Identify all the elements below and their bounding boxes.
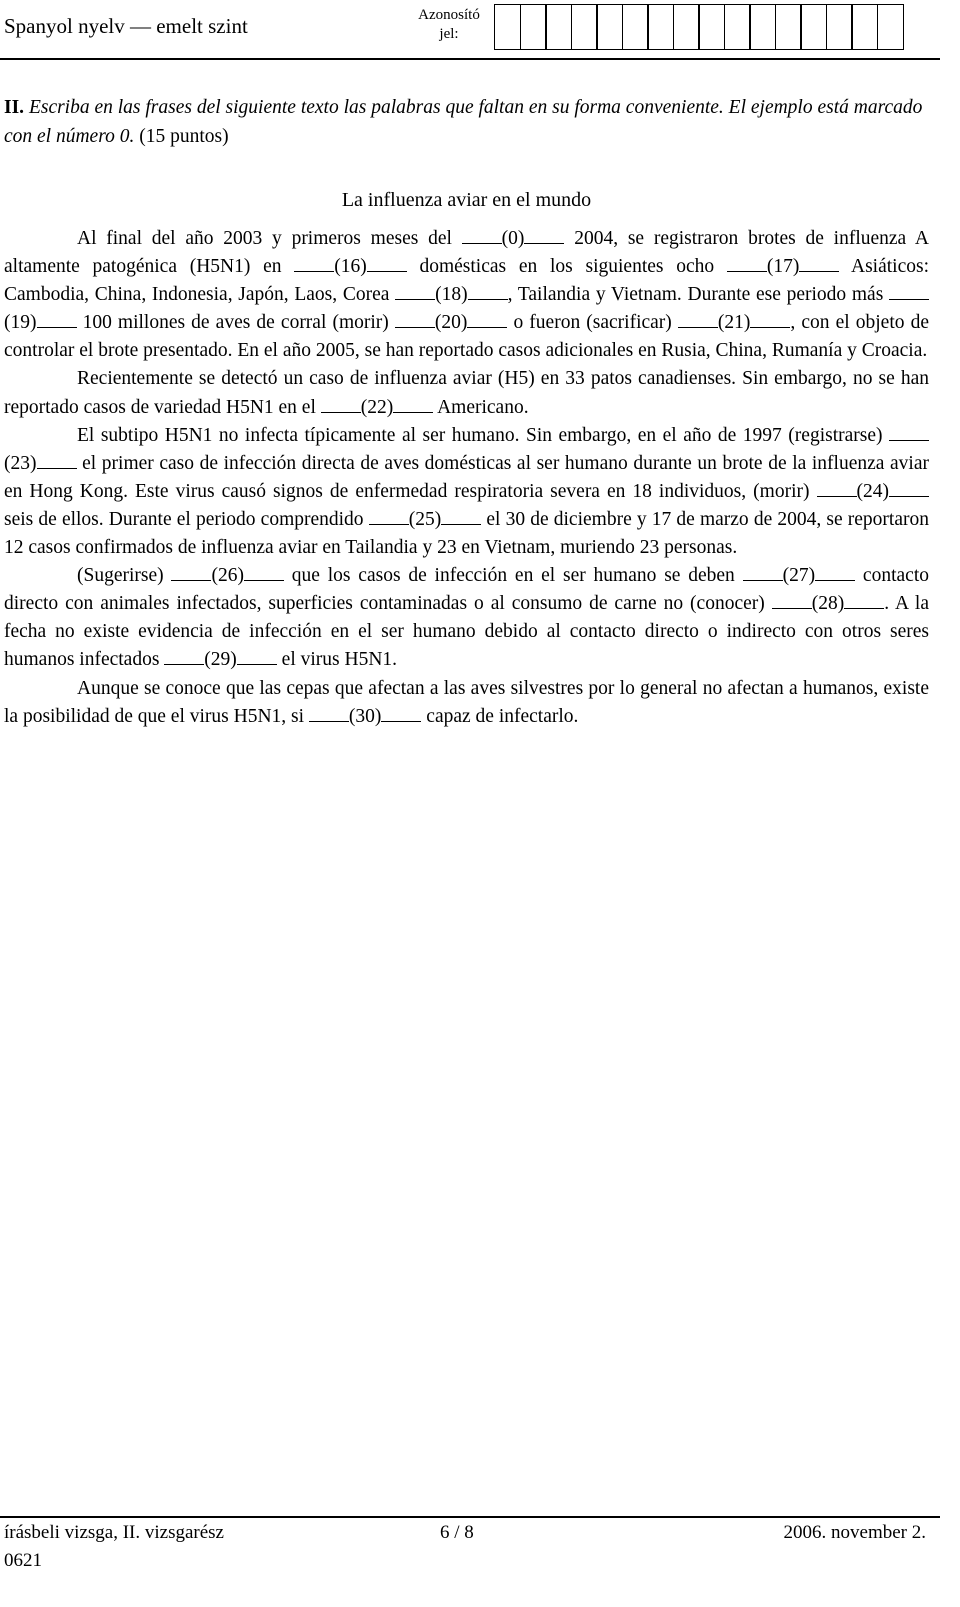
text-paragraph xyxy=(4,422,929,562)
gap-number: (21) xyxy=(717,312,751,334)
gap-blank[interactable] xyxy=(743,565,856,586)
exercise-content xyxy=(4,93,929,731)
id-box[interactable] xyxy=(494,4,521,50)
gap-blank[interactable] xyxy=(164,649,277,670)
page-header xyxy=(0,0,940,62)
header-title: Spanyol nyelv — emelt szint xyxy=(4,14,248,38)
gap-number: (29) xyxy=(204,649,237,671)
instruction-text: Escriba en las frases del siguiente texto las palabras que faltan en su forma conveniente. El ejemplo está marcado con el número 0. xyxy=(4,97,923,147)
text-segment: el 30 de diciembre y 17 de marzo de 2004, se reportaron 12 casos confirmados de influenza aviar en Tailandia y 23 en Vietnam, muriendo 23 personas. xyxy=(4,508,929,559)
id-box[interactable] xyxy=(724,4,751,50)
text-segment: o fueron (sacrificar) xyxy=(507,312,678,334)
gap-blank[interactable] xyxy=(321,397,434,418)
page-number: 6 / 8 xyxy=(440,1522,474,1543)
id-box[interactable] xyxy=(545,4,572,50)
text-segment: Recientemente se detectó un caso de influenza aviar (H5) en 33 patos canadienses. Sin embargo, no se han reportado casos de variedad H5N1 en el xyxy=(4,368,929,418)
text-segment: domésticas en los siguientes ocho xyxy=(406,256,727,278)
text-segment: Americano. xyxy=(433,396,529,418)
footer-exam: írásbeli vizsga, II. vizsgarész xyxy=(4,1522,224,1543)
footer-rule xyxy=(0,1516,940,1518)
text-segment: el virus H5N1. xyxy=(276,649,398,671)
gap-blank[interactable] xyxy=(294,256,407,277)
gap-blank[interactable] xyxy=(727,256,840,277)
text-segment: Al final del año 2003 y primeros meses del xyxy=(77,228,462,249)
gap-number: (16) xyxy=(334,256,367,278)
id-box[interactable] xyxy=(749,4,776,50)
text-segment: 100 millones de aves de corral (morir) xyxy=(76,312,395,334)
text-segment: El subtipo H5N1 no infecta típicamente al ser humano. Sin embargo, en el año de 1997 (registrarse) xyxy=(77,424,889,446)
header-rule xyxy=(0,58,940,60)
id-boxes xyxy=(494,4,902,50)
text-segment: contacto directo con animales infectados, superficies contaminadas o al consumo de carne no (conocer) xyxy=(4,565,929,615)
id-box[interactable] xyxy=(596,4,623,50)
gap-blank[interactable] xyxy=(772,593,885,614)
text-title: La influenza aviar en el mundo xyxy=(341,189,592,211)
id-box[interactable] xyxy=(877,4,904,50)
gap-number: (19) xyxy=(4,312,37,334)
id-box[interactable] xyxy=(851,4,878,50)
gap-number: (24) xyxy=(856,480,889,502)
text-paragraph xyxy=(4,225,929,365)
section-number: II. xyxy=(4,97,25,118)
gap-blank[interactable] xyxy=(395,312,508,333)
gap-blank[interactable] xyxy=(462,228,565,249)
text-body xyxy=(4,225,929,731)
points: (15 puntos) xyxy=(134,126,229,147)
instruction xyxy=(4,93,929,151)
gap-number: (20) xyxy=(434,312,468,334)
id-box[interactable] xyxy=(826,4,853,50)
gap-blank[interactable] xyxy=(678,312,791,333)
gap-blank[interactable] xyxy=(369,509,482,530)
id-box[interactable] xyxy=(520,4,547,50)
id-box[interactable] xyxy=(800,4,827,50)
gap-blank[interactable] xyxy=(171,565,284,586)
id-label: Azonosító jel: xyxy=(418,7,480,42)
gap-blank[interactable] xyxy=(309,706,422,727)
id-box[interactable] xyxy=(622,4,649,50)
gap-number: (23) xyxy=(4,452,37,474)
gap-number: (30) xyxy=(348,705,382,727)
gap-number: (26) xyxy=(211,565,244,587)
id-box[interactable] xyxy=(698,4,725,50)
text-paragraph xyxy=(4,365,929,421)
id-box[interactable] xyxy=(673,4,700,50)
id-box[interactable] xyxy=(775,4,802,50)
text-paragraph xyxy=(4,675,929,731)
text-segment: , con el objeto de controlar el brote presentado. En el año 2005, se han reportado casos adicionales en Rusia, China, Rumanía y Croacia. xyxy=(4,312,929,362)
text-segment: capaz de infectarlo. xyxy=(421,705,579,727)
text-segment: Asiáticos: Cambodia, China, Indonesia, Japón, Laos, Corea xyxy=(4,256,930,306)
gap-number: (18) xyxy=(435,284,468,306)
id-box[interactable] xyxy=(647,4,674,50)
text-paragraph xyxy=(4,562,929,674)
gap-number: (25) xyxy=(408,508,442,530)
id-box[interactable] xyxy=(571,4,598,50)
text-segment: que los casos de infección en el ser humano se deben xyxy=(283,565,743,587)
gap-blank[interactable] xyxy=(395,284,508,305)
text-segment: . A la fecha no existe evidencia de infección en el ser humano debido al contacto directo o indirecto con otros seres humanos infectados xyxy=(4,593,929,671)
gap-number: (28) xyxy=(811,593,845,615)
gap-number: (17) xyxy=(766,256,800,278)
text-segment: (Sugerirse) xyxy=(77,565,172,587)
gap-number: (27) xyxy=(782,565,816,587)
text-segment: seis de ellos. Durante el periodo comprendido xyxy=(4,508,369,530)
text-segment: el primer caso de infección directa de aves domésticas al ser humano durante un brote de la influenza aviar en Hong Kong. Este virus causó signos de enfermedad respiratoria severa en 18 individuos, (morir) xyxy=(4,452,929,502)
footer-code: 0621 xyxy=(4,1550,42,1571)
footer-date: 2006. november 2. xyxy=(783,1522,926,1543)
gap-number: (22) xyxy=(360,396,394,418)
gap-number: (0) xyxy=(501,228,525,249)
text-segment: 2004, se registraron brotes de influenza A altamente patogénica (H5N1) en xyxy=(4,228,929,278)
text-segment: Aunque se conoce que las cepas que afectan a las aves silvestres por lo general no afectan a humanos, existe la posibilidad de que el virus H5N1, si xyxy=(4,677,929,727)
gap-blank[interactable] xyxy=(817,481,930,502)
text-segment: , Tailandia y Vietnam. Durante ese periodo más xyxy=(507,284,890,306)
